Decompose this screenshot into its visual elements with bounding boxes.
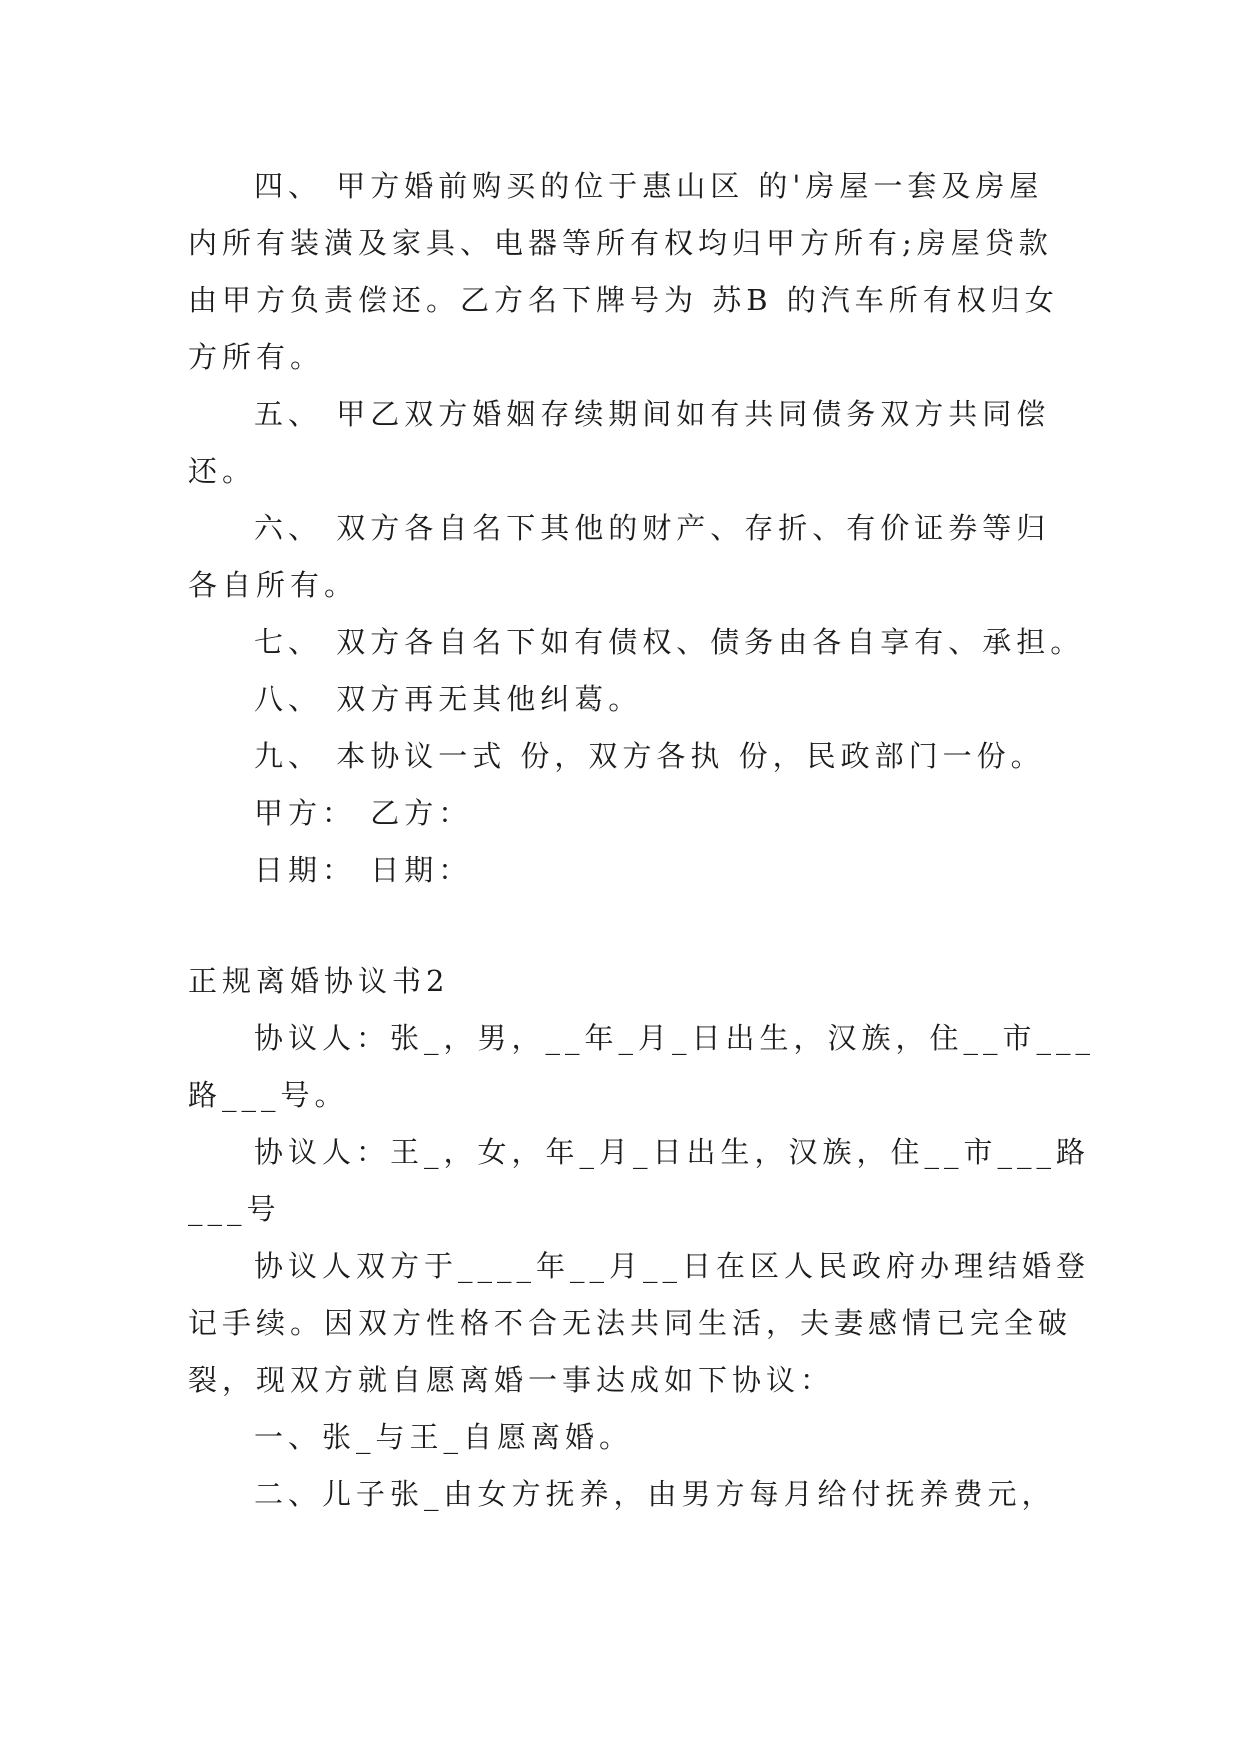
text-line: 裂，现双方就自愿离婚一事达成如下协议： bbox=[188, 1363, 835, 1397]
text-line: 协议人双方于____年__月__日在区人民政府办理结婚登 bbox=[254, 1249, 1091, 1283]
text-line: 八、 双方再无其他纠葛。 bbox=[254, 682, 643, 716]
text-line: 五、 甲乙双方婚姻存续期间如有共同债务双方共同偿 bbox=[254, 397, 1051, 431]
text-line: ___号 bbox=[188, 1192, 281, 1226]
text-line: 甲方： 乙方： bbox=[254, 796, 473, 830]
party-b-info bbox=[188, 1124, 1091, 1238]
section-title: 正规离婚协议书2 bbox=[188, 964, 450, 998]
clause-4 bbox=[188, 158, 1059, 386]
text-line: 方所有。 bbox=[188, 340, 325, 374]
signature-parties bbox=[188, 785, 1056, 842]
text-line: 六、 双方各自名下其他的财产、存折、有价证券等归 bbox=[254, 511, 1051, 545]
agreement-preamble bbox=[188, 1238, 1091, 1409]
text-line: 二、儿子张_由女方抚养，由男方每月给付抚养费元， bbox=[254, 1477, 1056, 1511]
clause-2 bbox=[188, 1466, 1056, 1523]
text-line: 九、 本协议一式 份，双方各执 份，民政部门一份。 bbox=[254, 739, 1045, 773]
text-line: 四、 甲方婚前购买的位于惠山区 的'房屋一套及房屋 bbox=[254, 169, 1044, 203]
text-line: 还。 bbox=[188, 454, 257, 488]
text-line: 路___号。 bbox=[188, 1078, 349, 1112]
clause-7 bbox=[188, 614, 1085, 671]
text-line: 由甲方负责偿还。乙方名下牌号为 苏B 的汽车所有权归女 bbox=[188, 283, 1059, 317]
document-body bbox=[188, 158, 1096, 1523]
clause-5 bbox=[188, 386, 1056, 500]
text-line: 七、 双方各自名下如有债权、债务由各自享有、承担。 bbox=[254, 625, 1085, 659]
party-a-info bbox=[188, 1010, 1096, 1124]
text-line: 协议人：王_，女，年_月_日出生，汉族，住__市___路 bbox=[254, 1135, 1091, 1169]
clause-6 bbox=[188, 500, 1056, 614]
text-line: 日期： 日期： bbox=[254, 853, 473, 887]
text-line: 一、张_与王_自愿离婚。 bbox=[254, 1420, 634, 1454]
clause-9 bbox=[188, 728, 1056, 785]
signature-dates bbox=[188, 842, 1056, 899]
clause-1 bbox=[188, 1409, 1056, 1466]
clause-8 bbox=[188, 671, 1056, 728]
text-line: 记手续。因双方性格不合无法共同生活，夫妻感情已完全破 bbox=[188, 1306, 1073, 1340]
text-line: 协议人：张_，男，__年_月_日出生，汉族，住__市___ bbox=[254, 1021, 1096, 1055]
text-line: 内所有装潢及家具、电器等所有权均归甲方所有;房屋贷款 bbox=[188, 226, 1053, 260]
text-line: 各自所有。 bbox=[188, 568, 359, 602]
